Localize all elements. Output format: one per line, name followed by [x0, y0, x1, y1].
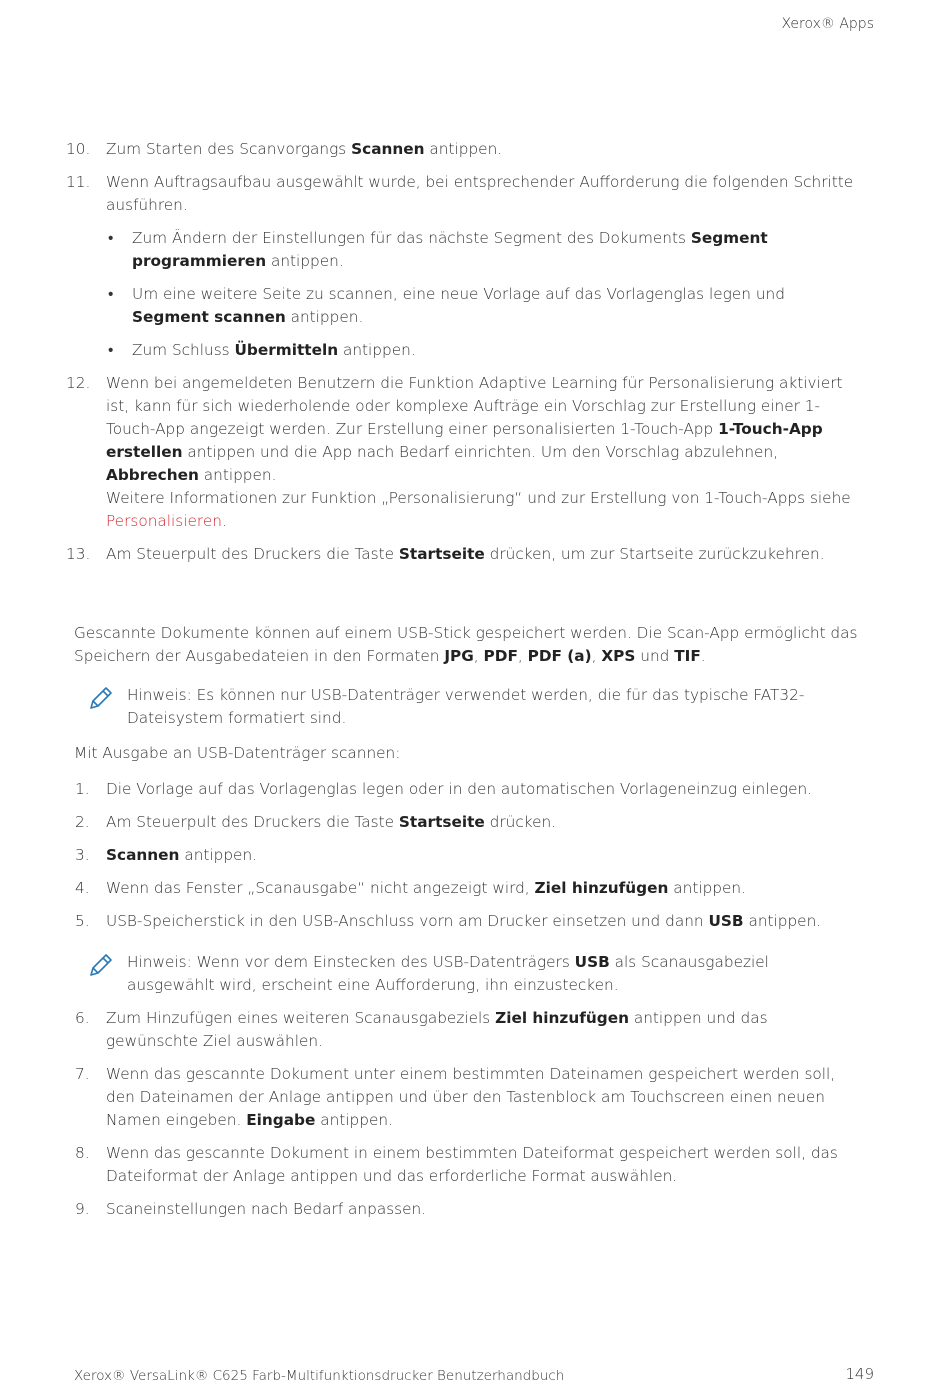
step-text: Am Steuerpult des Druckers die Taste Startseite drücken, um zur Startseite zurückzukehren.: [106, 545, 825, 563]
bullet-item: [106, 339, 858, 362]
bullet-text: Zum Ändern der Einstellungen für das nächste Segment des Dokuments Segment programmieren antippen.: [132, 229, 768, 270]
step-text: Scannen antippen.: [106, 846, 258, 864]
list-item: [0, 844, 950, 867]
footer-title: Xerox® VersaLink® C625 Farb-Multifunktionsdrucker Benutzerhandbuch: [74, 1368, 565, 1384]
note-usb: Hinweis: Wenn vor dem Einstecken des USB-Datenträgers USB als Scanausgabeziel ausgewählt wird, erscheint eine Aufforderung, ihn einzustecken.: [127, 953, 769, 994]
pencil-note-icon: [88, 952, 114, 978]
note-fat32: Hinweis: Es können nur USB-Datenträger verwendet werden, die für das typische FAT32-Dateisystem formatiert sind.: [127, 686, 805, 727]
step-text: Wenn das gescannte Dokument unter einem bestimmten Dateinamen gespeichert werden soll, den Dateinamen der Anlage antippen und über den Tastenblock am Touchscreen einen neuen Namen eingeben. Eingabe antippen.: [106, 1065, 836, 1129]
list-item: [0, 811, 950, 834]
lead-sentence: Mit Ausgabe an USB-Datenträger scannen:: [74, 744, 401, 762]
bullet-text: Um eine weitere Seite zu scannen, eine neue Vorlage auf das Vorlagenglas legen und Segment scannen antippen.: [132, 285, 785, 326]
step-text: Zum Starten des Scanvorgangs Scannen antippen.: [106, 140, 503, 158]
step-number: 1.: [75, 780, 90, 798]
bullet-dot-icon: •: [108, 229, 114, 247]
pencil-note-icon: [88, 685, 114, 711]
step-number: 3.: [75, 846, 90, 864]
steps-list-2b: [0, 1007, 950, 1231]
list-item: [0, 543, 950, 566]
step-number: 4.: [75, 879, 90, 897]
step-number: 2.: [75, 813, 90, 831]
step-number: 7.: [75, 1065, 90, 1083]
list-item: [0, 1198, 950, 1221]
list-item: [0, 1142, 950, 1188]
step-number: 10.: [66, 140, 91, 158]
step-text: Wenn das gescannte Dokument in einem bestimmten Dateiformat gespeichert werden soll, das Dateiformat der Anlage antippen und das erforderliche Format auswählen.: [106, 1144, 838, 1185]
step-text: Wenn bei angemeldeten Benutzern die Funktion Adaptive Learning für Personalisierung aktiviert ist, kann für sich wiederholende oder komplexe Aufträge ein Vorschlag zur Erstellung einer 1-Touch-App angezeigt werden. Zur Erstellung einer personalisierten 1-Touch-App 1-Touch-App erstellen antippen und die App nach Bedarf einrichten. Um den Vorschlag abzulehnen, Abbrechen antippen. Weitere Informationen zur Funktion „Personalisierung“ und zur Erstellung von 1-Touch-Apps siehe Personalisieren.: [106, 374, 851, 530]
bullet-text: Zum Schluss Übermitteln antippen.: [132, 341, 416, 359]
step-text: Scaneinstellungen nach Bedarf anpassen.: [106, 1200, 427, 1218]
list-item: [0, 1063, 950, 1132]
bullet-dot-icon: •: [108, 285, 114, 303]
page-number: 149: [845, 1365, 874, 1383]
step-text: Am Steuerpult des Druckers die Taste Startseite drücken.: [106, 813, 557, 831]
step-number: 9.: [75, 1200, 90, 1218]
list-item: [0, 372, 950, 533]
list-item: [0, 138, 950, 161]
steps-list-2a: [0, 778, 950, 943]
list-item: [0, 877, 950, 900]
steps-list-1: [0, 138, 950, 576]
step-number: 6.: [75, 1009, 90, 1027]
step-number: 12.: [66, 374, 91, 392]
bullet-dot-icon: •: [108, 341, 114, 359]
step-text: Die Vorlage auf das Vorlagenglas legen oder in den automatischen Vorlageneinzug einlegen.: [106, 780, 813, 798]
step-number: 8.: [75, 1144, 90, 1162]
step-text: Wenn Auftragsaufbau ausgewählt wurde, bei entsprechender Aufforderung die folgenden Schritte ausführen.: [106, 173, 854, 214]
list-item: [0, 910, 950, 933]
list-item: [0, 1007, 950, 1053]
step-text: Zum Hinzufügen eines weiteren Scanausgabeziels Ziel hinzufügen antippen und das gewünschte Ziel auswählen.: [106, 1009, 768, 1050]
bullet-item: [106, 227, 858, 273]
step-number: 11.: [66, 173, 91, 191]
step-number: 13.: [66, 545, 91, 563]
list-item: [0, 171, 950, 362]
list-item: [0, 778, 950, 801]
intro-paragraph: Gescannte Dokumente können auf einem USB-Stick gespeichert werden. Die Scan-App ermöglicht das Speichern der Ausgabedateien in den Formaten JPG, PDF, PDF (a), XPS und TIF.: [74, 624, 858, 665]
bullet-item: [106, 283, 858, 329]
step-text: Wenn das Fenster „Scanausgabe“ nicht angezeigt wird, Ziel hinzufügen antippen.: [106, 879, 746, 897]
running-header: Xerox® Apps: [781, 16, 874, 32]
step-text: USB-Speicherstick in den USB-Anschluss vorn am Drucker einsetzen und dann USB antippen.: [106, 912, 822, 930]
bullet-list: [106, 227, 858, 362]
step-number: 5.: [75, 912, 90, 930]
